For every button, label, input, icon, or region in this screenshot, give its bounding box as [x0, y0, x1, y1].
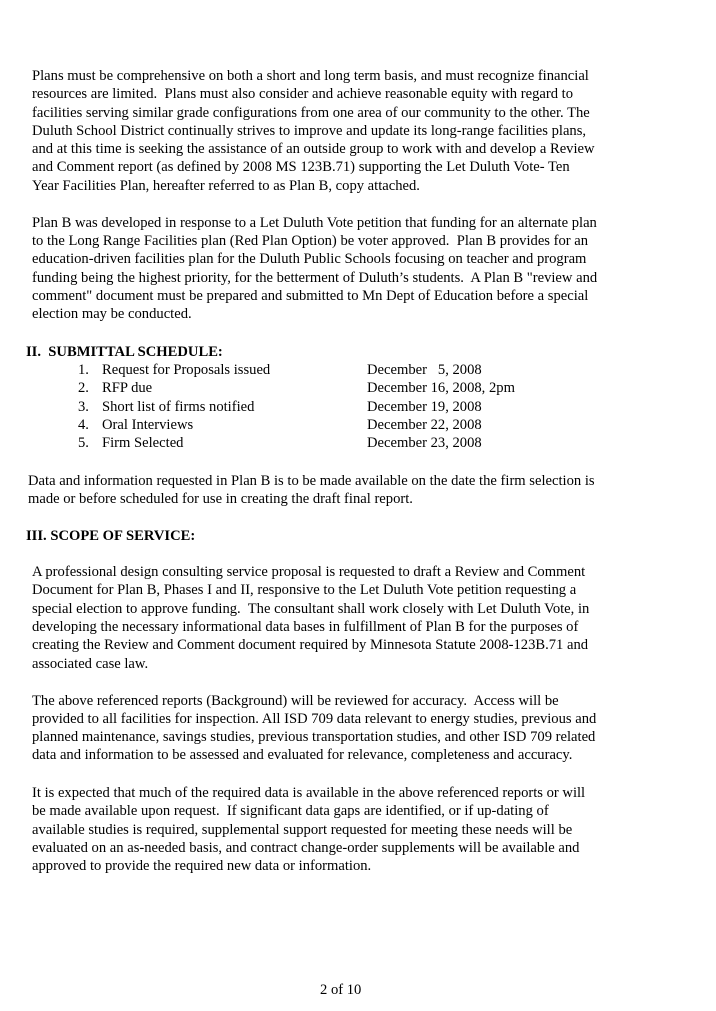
item-number: 1. — [78, 362, 89, 378]
text-line: It is expected that much of the required data is available in the above referenced reports or will — [32, 785, 586, 801]
text-line: to the Long Range Facilities plan (Red Plan Option) be voter approved. Plan B provides for an — [32, 233, 589, 249]
text-line: resources are limited. Plans must also consider and achieve reasonable equity with regard to — [32, 86, 574, 102]
text-line: evaluated on an as-needed basis, and contract change-order supplements will be available and — [32, 840, 580, 856]
page-number: 2 of 10 — [320, 982, 362, 998]
text-line: available studies is required, supplemental support requested for meeting these needs will be — [32, 822, 573, 838]
text-line: Plan B was developed in response to a Let Duluth Vote petition that funding for an alternate plan — [32, 215, 597, 231]
text-line: comment" document must be prepared and submitted to Mn Dept of Education before a special — [32, 288, 589, 304]
text-line: approved to provide the required new data or information. — [32, 858, 372, 874]
text-line: A professional design consulting service proposal is requested to draft a Review and Comment — [32, 564, 586, 580]
text-line: developing the necessary informational data bases in fulfillment of Plan B for the purposes of — [32, 619, 579, 635]
item-date: December 22, 2008 — [367, 417, 482, 433]
text-line: and Comment report (as defined by 2008 MS 123B.71) supporting the Let Duluth Vote- Ten — [32, 159, 570, 175]
text-line: creating the Review and Comment document required by Minnesota Statute 2008-123B.71 and — [32, 637, 589, 653]
item-date: December 19, 2008 — [367, 399, 482, 415]
text-line: made or before scheduled for use in creating the draft final report. — [28, 491, 413, 507]
text-line: associated case law. — [32, 656, 149, 672]
text-line: Data and information requested in Plan B is to be made available on the date the firm selection is — [28, 473, 595, 489]
text-line: funding being the highest priority, for the betterment of Duluth’s students. A Plan B "review and — [32, 270, 598, 286]
item-label: RFP due — [102, 380, 153, 396]
item-label: Request for Proposals issued — [102, 362, 271, 378]
text-line: facilities serving similar grade configurations from one area of our community to the other. The — [32, 105, 590, 121]
text-line: be made available upon request. If significant data gaps are identified, or if up-dating of — [32, 803, 549, 819]
item-date: December 16, 2008, 2pm — [367, 380, 515, 396]
text-line: Plans must be comprehensive on both a short and long term basis, and must recognize financial — [32, 68, 589, 84]
item-number: 3. — [78, 399, 89, 415]
text-line: data and information to be assessed and evaluated for relevance, completeness and accuracy. — [32, 747, 573, 763]
item-number: 4. — [78, 417, 89, 433]
item-label: Firm Selected — [102, 435, 184, 451]
text-line: education-driven facilities plan for the Duluth Public Schools focusing on teacher and program — [32, 251, 587, 267]
section-heading-scope-of-service: III. SCOPE OF SERVICE: — [26, 528, 196, 544]
text-line: The above referenced reports (Background) will be reviewed for accuracy. Access will be — [32, 693, 559, 709]
text-line: election may be conducted. — [32, 306, 192, 322]
text-line: special election to approve funding. The consultant shall work closely with Let Duluth Vote, in — [32, 601, 590, 617]
text-line: Year Facilities Plan, hereafter referred to as Plan B, copy attached. — [32, 178, 420, 194]
text-line: and at this time is seeking the assistance of an outside group to work with and develop a Review — [32, 141, 595, 157]
text-line: provided to all facilities for inspection. All ISD 709 data relevant to energy studies, previous and — [32, 711, 597, 727]
item-number: 2. — [78, 380, 89, 396]
item-date: December 23, 2008 — [367, 435, 482, 451]
item-number: 5. — [78, 435, 89, 451]
item-label: Short list of firms notified — [102, 399, 255, 415]
text-line: Document for Plan B, Phases I and II, responsive to the Let Duluth Vote petition requesting a — [32, 582, 577, 598]
section-heading-submittal-schedule: II. SUBMITTAL SCHEDULE: — [26, 344, 223, 360]
item-date: December 5, 2008 — [367, 362, 482, 378]
text-line: planned maintenance, savings studies, previous transportation studies, and other ISD 709 related — [32, 729, 596, 745]
text-line: Duluth School District continually strives to improve and update its long-range facilities plans, — [32, 123, 587, 139]
item-label: Oral Interviews — [102, 417, 194, 433]
